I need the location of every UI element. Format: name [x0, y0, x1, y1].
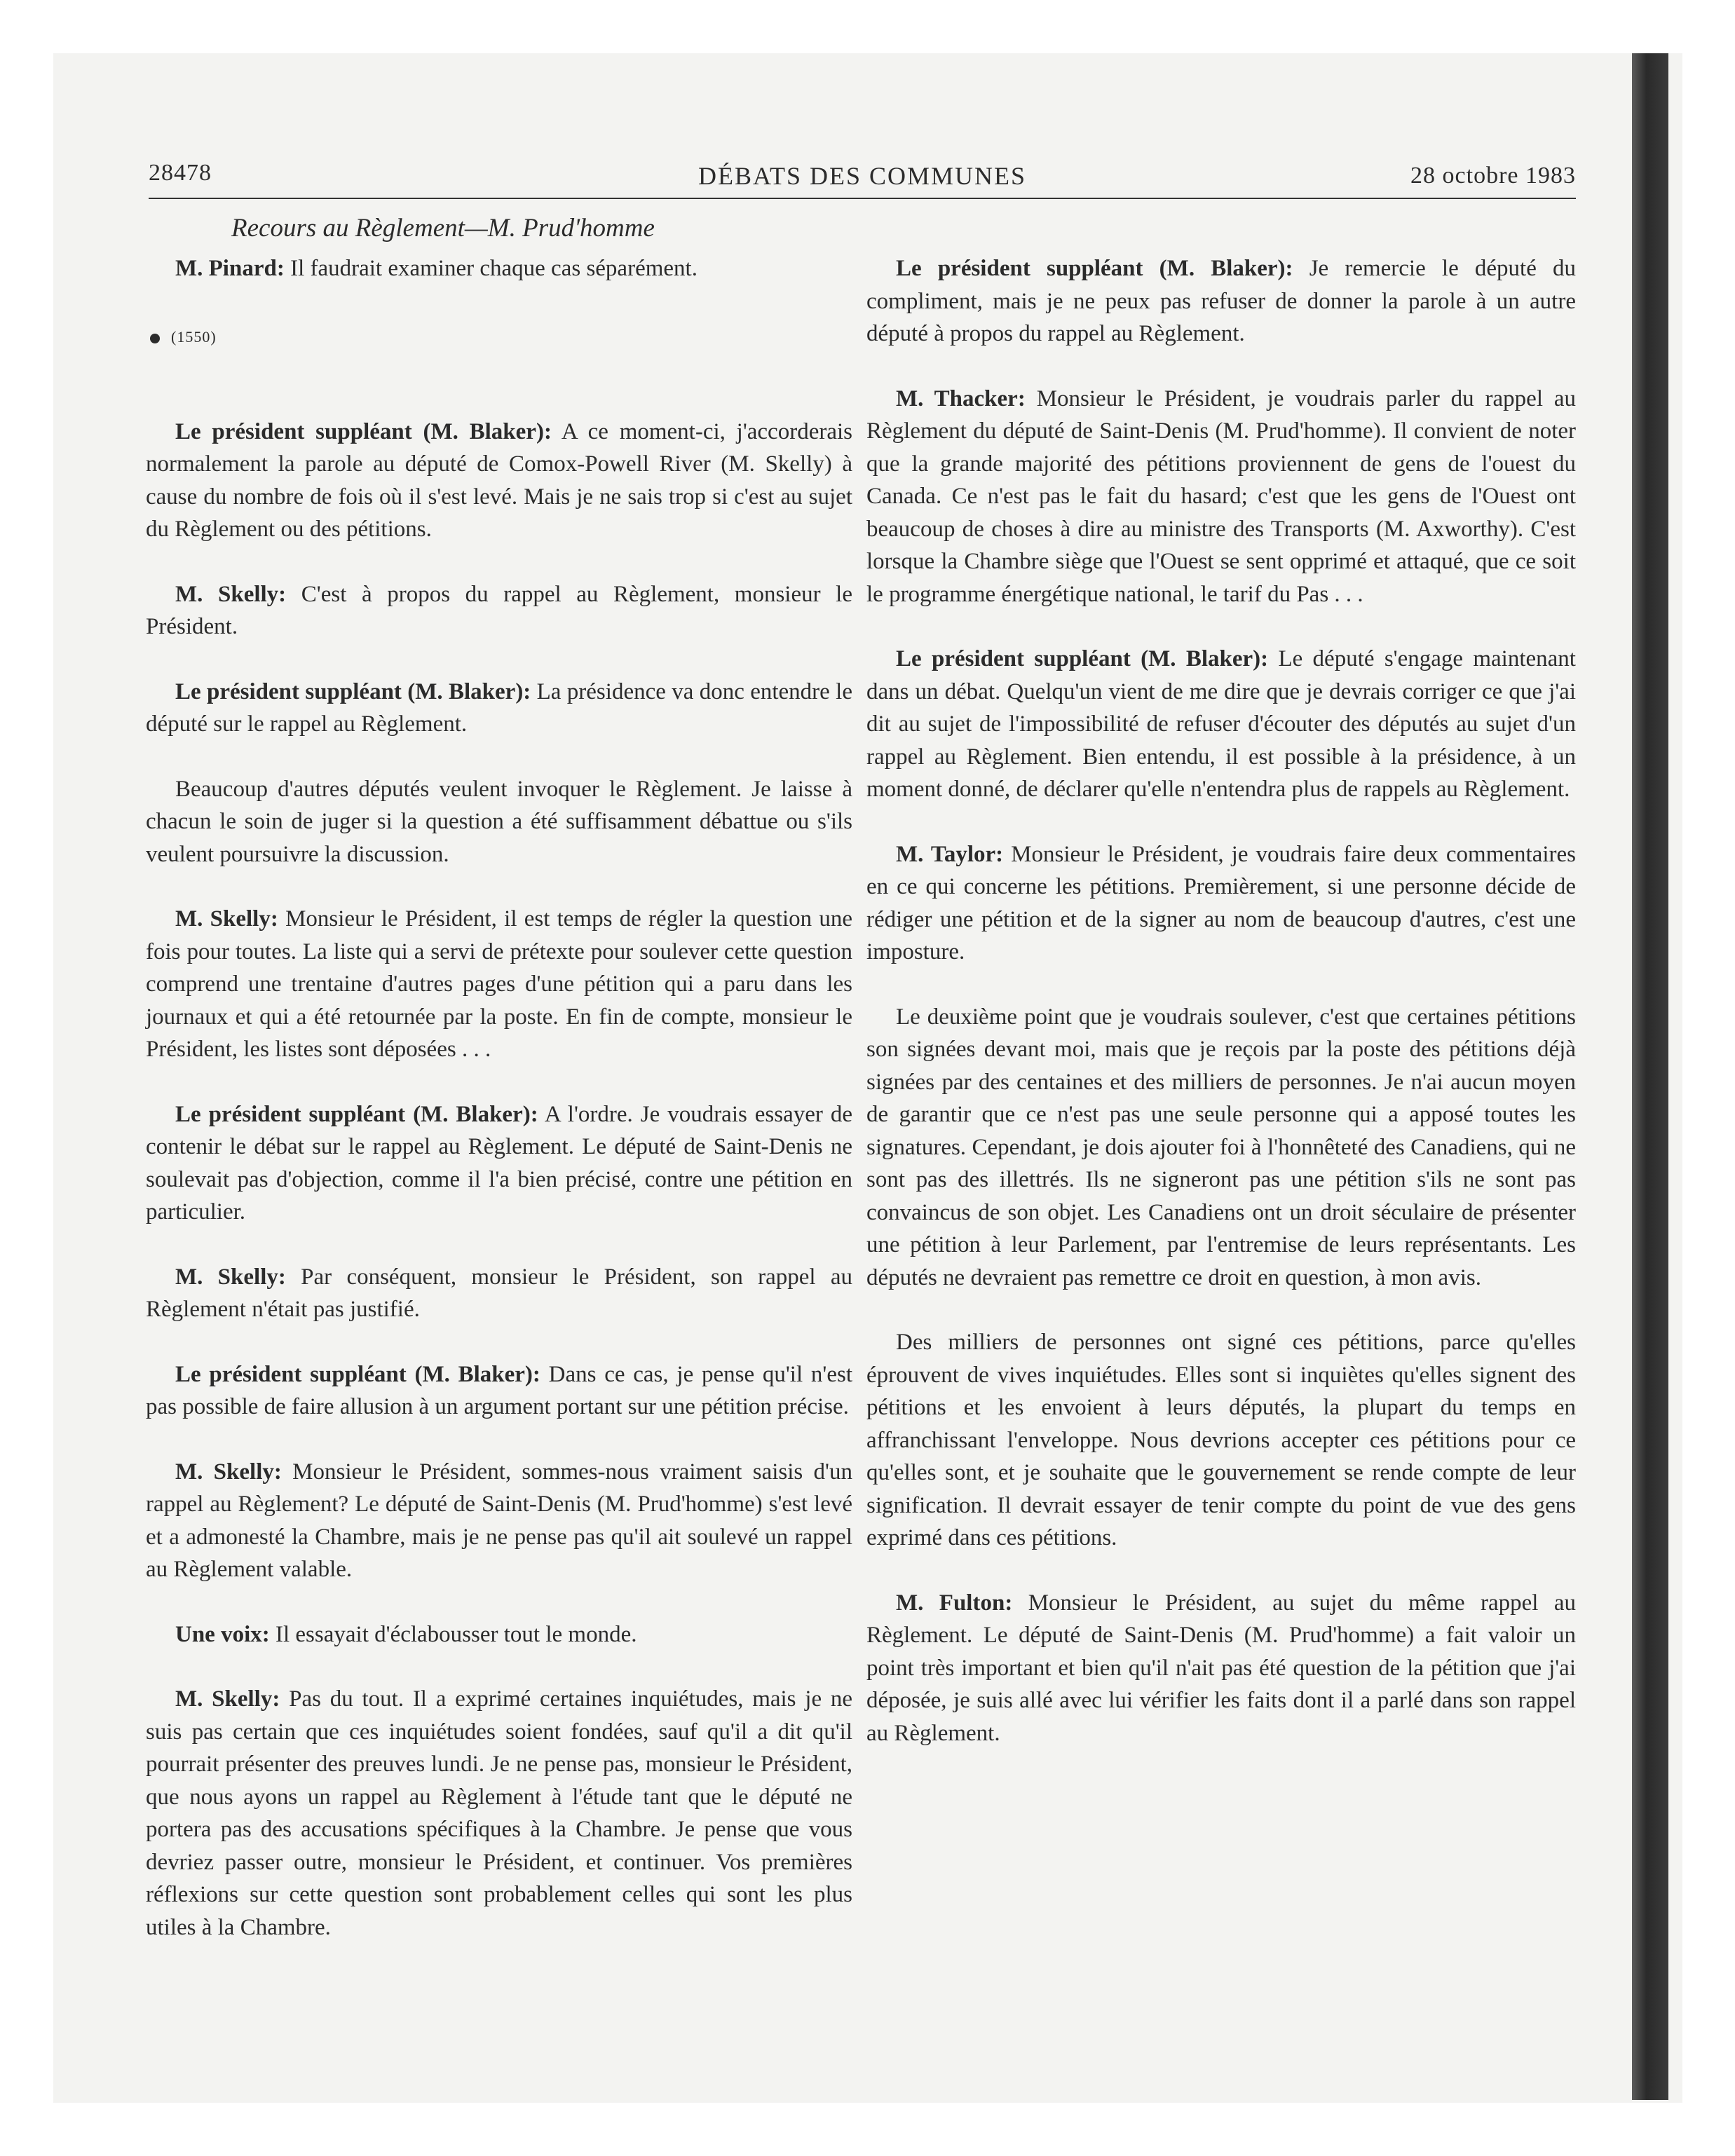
speech-text: Il essayait d'éclabousser tout le monde.: [269, 1621, 637, 1647]
speaker-name: M. Skelly:: [175, 906, 278, 932]
speaker-name: Le président suppléant (M. Blaker):: [175, 1101, 538, 1127]
speaker-name: M. Skelly:: [175, 1459, 282, 1485]
speech-text: Monsieur le Président, je voudrais faire deux commentaires en ce qui concerne les pétitions. Premièrement, si une personne décide de rédiger une pétition et de la signer au nom de beaucoup d'autres, c'est une imposture.: [866, 841, 1577, 964]
speech-text: Beaucoup d'autres députés veulent invoquer le Règlement. Je laisse à chacun le soin de juger si la question a été suffisamment débattue ou s'ils veulent poursuivre la discussion.: [146, 776, 852, 867]
speaker-name: Le président suppléant (M. Blaker):: [896, 256, 1293, 281]
running-head: Recours au Règlement—M. Prud'homme: [231, 214, 655, 243]
speaker-name: Le président suppléant (M. Blaker):: [896, 646, 1269, 671]
speech-text: Monsieur le Président, il est temps de régler la question une fois pour toutes. La liste qui a servi de prétexte pour soulever cette question comprend une trentaine d'autres pages d'une pétition qui a paru dans les journaux et qui a été retournée par la poste. En fin de compte, monsieur le Président, les listes sont déposées . . .: [146, 906, 853, 1062]
paragraph: [146, 676, 852, 741]
speaker-name: M. Taylor:: [896, 841, 1004, 867]
paragraph: [146, 1456, 852, 1586]
speech-text: La présidence va donc entendre le député sur le rappel au Règlement.: [146, 678, 852, 737]
speech-text: Monsieur le Président, sommes-nous vraiment saisis d'un rappel au Règlement? Le député de Saint-Denis (M. Prud'homme) s'est levé et a admonesté la Chambre, mais je ne pense pas qu'il ait soulevé un rappel au Règlement valable.: [146, 1459, 852, 1582]
speech-text: Pas du tout. Il a exprimé certaines inquiétudes, mais je ne suis pas certain que ces inquiétudes soient fondées, sauf qu'il a dit qu'il pourrait présenter des preuves lundi. Je ne pense pas, monsieur le Président, que nous ayons un rappel au Règlement à l'étude tant que le député ne portera pas des accusations spécifiques à la Chambre. Je pense que vous devriez passer outre, monsieur le Président, et continuer. Vos premières réflexions sur cette question sont probablement celles qui sont les plus utiles à la Chambre.: [146, 1686, 852, 1940]
paragraph: [866, 1326, 1576, 1555]
speaker-name: M. Thacker:: [896, 386, 1026, 411]
paragraph: [866, 252, 1576, 350]
speech-text: A ce moment-ci, j'accorderais normalement la parole au député de Comox-Powell River (M. Skelly) à cause du nombre de fois où il s'est levé. Mais je ne sais trop si c'est au sujet du Règlement ou des pétitions.: [146, 418, 852, 542]
left-column: [146, 252, 852, 1944]
paragraph: [146, 252, 852, 285]
timestamp-label: (1550): [171, 328, 217, 346]
paragraph: [146, 578, 852, 643]
speaker-name: Le président suppléant (M. Blaker):: [175, 1361, 540, 1387]
speech-text: Le deuxième point que je voudrais soulever, c'est que certaines pétitions son signées devant moi, mais que je reçois par la poste des pétitions déjà signées par des centaines et des milliers de personnes. Je n'ai aucun moyen de garantir que ce n'est pas une seule personne qui a apposé toutes les signatures. Cependant, je dois ajouter foi à l'honnêteté des Canadiens, qui ne sont pas des illettrés. Ils ne signeront pas une pétition s'ils ne sont pas convaincus de son objet. Les Canadiens ont un droit séculaire de présenter une pétition à leur Parlement, par l'entremise de leurs représentants. Les députés ne devraient pas remettre ce droit en question, à mon avis.: [866, 1004, 1576, 1290]
page-title: DÉBATS DES COMMUNES: [698, 162, 1027, 190]
speech-text: Monsieur le Président, je voudrais parler du rappel au Règlement du député de Saint-Denis (M. Prud'homme). Il convient de noter que la grande majorité des pétitions proviennent de gens de l'ouest du Canada. Ce n'est pas le fait du hasard; c'est que les gens de l'Ouest ont beaucoup de choses à dire au ministre des Transports (M. Axworthy). C'est lorsque la Chambre siège que l'Ouest se sent opprimé et attaqué, que ce soit le programme énergétique national, le tarif du Pas . . .: [866, 386, 1577, 607]
paragraph: [146, 1098, 852, 1229]
speech-text: A l'ordre. Je voudrais essayer de contenir le débat sur le rappel au Règlement. Le député de Saint-Denis ne soulevait pas d'objection, comme il l'a bien précisé, contre une pétition en particulier.: [146, 1101, 852, 1224]
paragraph: [146, 903, 852, 1066]
paragraph: [866, 1587, 1576, 1750]
page-number: 28478: [149, 160, 212, 186]
speaker-name: M. Skelly:: [175, 1264, 286, 1290]
paragraph: [866, 1001, 1576, 1295]
page-date: 28 octobre 1983: [1410, 163, 1576, 189]
paragraph: [146, 1358, 852, 1424]
speech-text: C'est à propos du rappel au Règlement, monsieur le Président.: [146, 581, 853, 639]
speech-text: Je remercie le député du compliment, mais je ne peux pas refuser de donner la parole à un autre député à propos du rappel au Règlement.: [866, 256, 1576, 346]
paragraph: [146, 416, 852, 546]
speaker-name: Le président suppléant (M. Blaker):: [175, 678, 531, 704]
speaker-name: M. Skelly:: [175, 581, 287, 607]
paragraph: [866, 383, 1576, 611]
speech-text: Dans ce cas, je pense qu'il n'est pas possible de faire allusion à un argument portant sur une pétition précise.: [146, 1361, 852, 1419]
paragraph: [866, 838, 1576, 969]
speech-text: Des milliers de personnes ont signé ces pétitions, parce qu'elles éprouvent de vives inquiétudes. Elles sont si inquiètes qu'elles signent des pétitions et les envoient à leurs députés, la plupart du temps en affranchissant l'enveloppe. Nous devrions accepter ces pétitions pour ce qu'elles sont, et je souhaite que le gouvernement se rende compte de leur signification. Il devrait essayer de tenir compte du point de vue des gens exprimé dans ces pétitions.: [866, 1330, 1576, 1550]
speech-text: Monsieur le Président, au sujet du même rappel au Règlement. Le député de Saint-Denis (M. Prud'homme) a fait valoir un point très important et bien qu'il n'ait pas été question de la pétition que j'ai déposée, je suis allé avec lui vérifier les faits dont il a parlé dans son rappel au Règlement.: [866, 1590, 1576, 1746]
speaker-name: Une voix:: [175, 1621, 270, 1647]
paragraph: [146, 1618, 852, 1651]
right-column: [866, 252, 1576, 1749]
paragraph: [146, 773, 852, 871]
speech-text: Par conséquent, monsieur le Président, son rappel au Règlement n'était pas justifié.: [146, 1264, 853, 1322]
paragraph: [866, 643, 1576, 806]
speech-text: Le député s'engage maintenant dans un débat. Quelqu'un vient de me dire que je devrais corriger ce que j'ai dit au sujet de l'impossibilité de refuser d'écouter des députés au sujet d'un rappel au Règlement. Bien entendu, il est possible à la présidence, à un moment donné, de déclarer qu'elle n'entendra plus de rappels au Règlement.: [866, 646, 1576, 802]
scan-edge-shadow: [1632, 53, 1668, 2100]
speaker-name: M. Pinard:: [175, 256, 285, 281]
header-rule: [149, 198, 1576, 199]
paragraph: [146, 1261, 852, 1326]
page-header: [149, 160, 1576, 202]
speaker-name: Le président suppléant (M. Blaker):: [175, 418, 552, 444]
speaker-name: M. Skelly:: [175, 1686, 280, 1712]
speech-text: Il faudrait examiner chaque cas séparément.: [284, 256, 698, 281]
paragraph: [146, 1683, 852, 1944]
speaker-name: M. Fulton:: [896, 1590, 1013, 1616]
